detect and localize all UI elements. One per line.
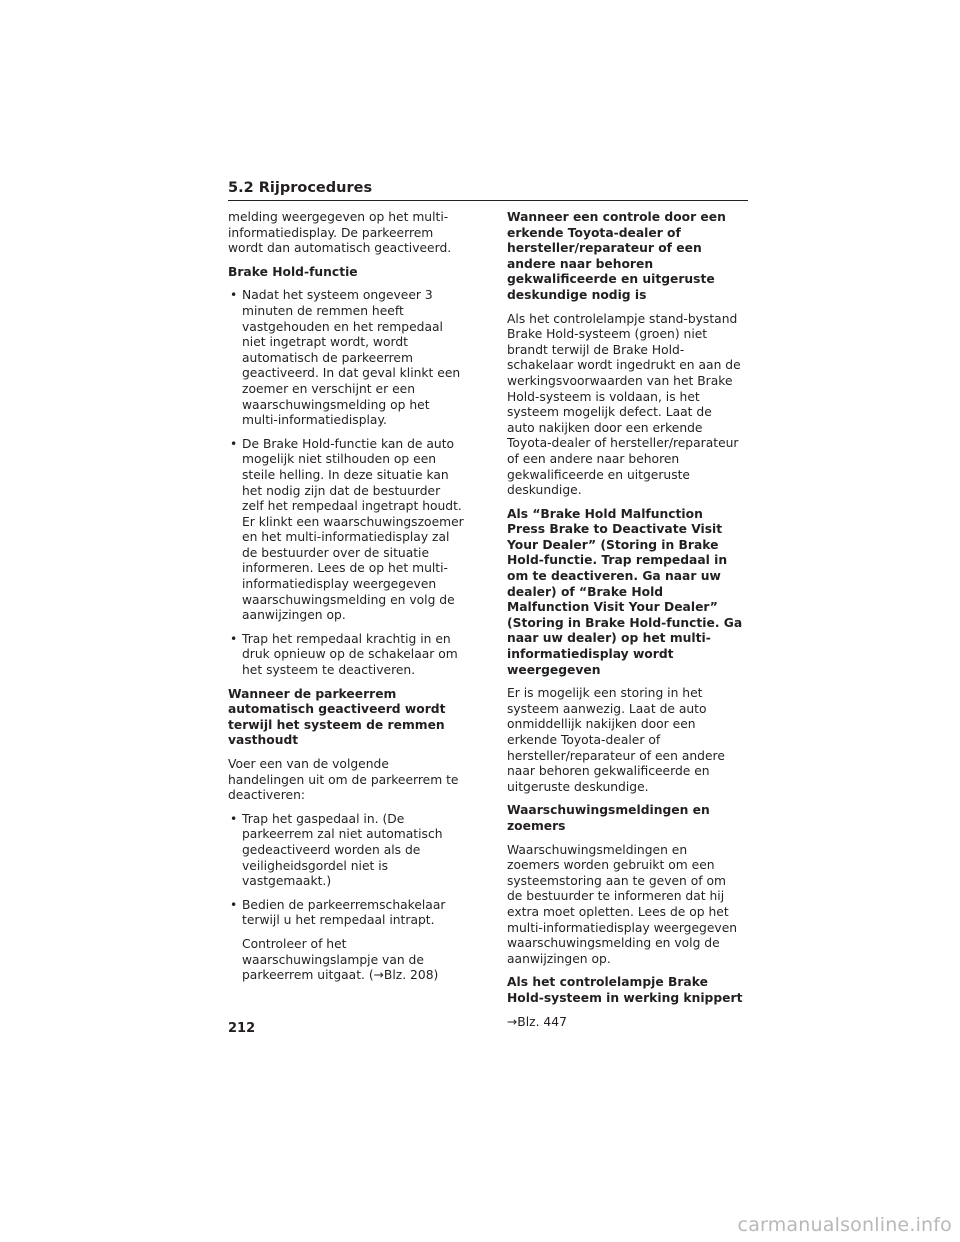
list-item: • Nadat het systeem ongeveer 3 minuten de remmen heeft vastgehouden en het rempedaal niet ingetrapt wordt, wordt automatisch de parkeerrem geactiveerd. In dat geval klinkt een zoemer en verschijnt er een waarschuwingsmelding op het multi-informatiedisplay. — [228, 288, 464, 428]
list-item: • Bedien de parkeerremschakelaar terwijl u het rempedaal intrapt. — [228, 898, 464, 929]
left-column — [228, 210, 464, 992]
list-item: • Trap het rempedaal krachtig in en druk opnieuw op de schakelaar om het systeem te deactiveren. — [228, 632, 464, 679]
brake-hold-list — [228, 288, 464, 678]
warnings-heading: Waarschuwingsmeldingen en zoemers — [507, 803, 710, 833]
parking-brake-heading: Wanneer de parkeerrem automatisch geactiveerd wordt terwijl het systeem de remmen vasthoudt — [228, 686, 446, 748]
dealer-heading: Wanneer een controle door een erkende Toyota-dealer of hersteller/reparateur of een andere naar behoren gekwalificeerde en uitgeruste deskundige nodig is — [507, 210, 726, 302]
blink-heading: Als het controlelampje Brake Hold-systeem in werking knippert — [507, 975, 743, 1005]
parking-note: Controleer of het waarschuwingslampje van de parkeerrem uitgaat. (→Blz. 208) — [242, 936, 439, 983]
dealer-paragraph: Als het controlelampje stand-bystand Brake Hold-systeem (groen) niet brandt terwijl de Brake Hold-schakelaar wordt ingedrukt en aan de werkingsvoorwaarden van het Brake Hold-systeem is voldaan, is het systeem mogelijk defect. Laat de auto nakijken door een erkende Toyota-dealer of hersteller/reparateur of een andere naar behoren gekwalificeerde en uitgeruste deskundige. — [507, 311, 741, 498]
warnings-paragraph: Waarschuwingsmeldingen en zoemers worden gebruikt om een systeemstoring aan te geven of om de bestuurder te informeren dat hij extra moet opletten. Lees de op het multi-informatiedisplay weergegeven waarschuwingsmelding en volg de aanwijzingen op. — [507, 842, 738, 966]
list-item: • Trap het gaspedaal in. (De parkeerrem zal niet automatisch gedeactiveerd worden als de veiligheidsgordel niet is vastgemaakt.) — [228, 812, 464, 890]
watermark-logo: carmanualsonline.info — [737, 1214, 952, 1236]
malfunction-paragraph: Er is mogelijk een storing in het systeem aanwezig. Laat de auto onmiddellijk nakijken door een erkende Toyota-dealer of hersteller/reparateur of een andere naar behoren gekwalificeerde en uitgeruste deskundige. — [507, 686, 725, 794]
malfunction-heading: Als “Brake Hold Malfunction Press Brake to Deactivate Visit Your Dealer” (Storing in Brake Hold-functie. Trap rempedaal in om te deactiveren. Ga naar uw dealer) of “Brake Hold Malfunction Visit Your Dealer” (Storing in Brake Hold-functie. Ga naar uw dealer) op het multi-informatiedisplay wordt weergegeven — [507, 506, 743, 677]
parking-list — [228, 812, 464, 929]
page-reference: →Blz. 447 — [507, 1014, 567, 1029]
page-number: 212 — [228, 1021, 256, 1036]
section-header — [228, 179, 748, 201]
right-column — [507, 210, 743, 1038]
brake-hold-heading: Brake Hold-functie — [228, 264, 358, 279]
intro-paragraph: melding weergegeven op het multi-informatiedisplay. De parkeerrem wordt dan automatisch geactiveerd. — [228, 210, 452, 256]
list-item: • De Brake Hold-functie kan de auto mogelijk niet stilhouden op een steile helling. In deze situatie kan het nodig zijn dat de bestuurder zelf het rempedaal ingetrapt houdt. Er klinkt een waarschuwingszoemer en het multi-informatiedisplay zal de bestuurder over de situatie informeren. Lees de op het multi-informatiedisplay weergegeven waarschuwingsmelding en volg de aanwijzingen op. — [228, 437, 464, 624]
parking-intro-paragraph: Voer een van de volgende handelingen uit om de parkeerrem te deactiveren: — [228, 757, 459, 803]
section-title: 5.2 Rijprocedures — [228, 180, 373, 196]
